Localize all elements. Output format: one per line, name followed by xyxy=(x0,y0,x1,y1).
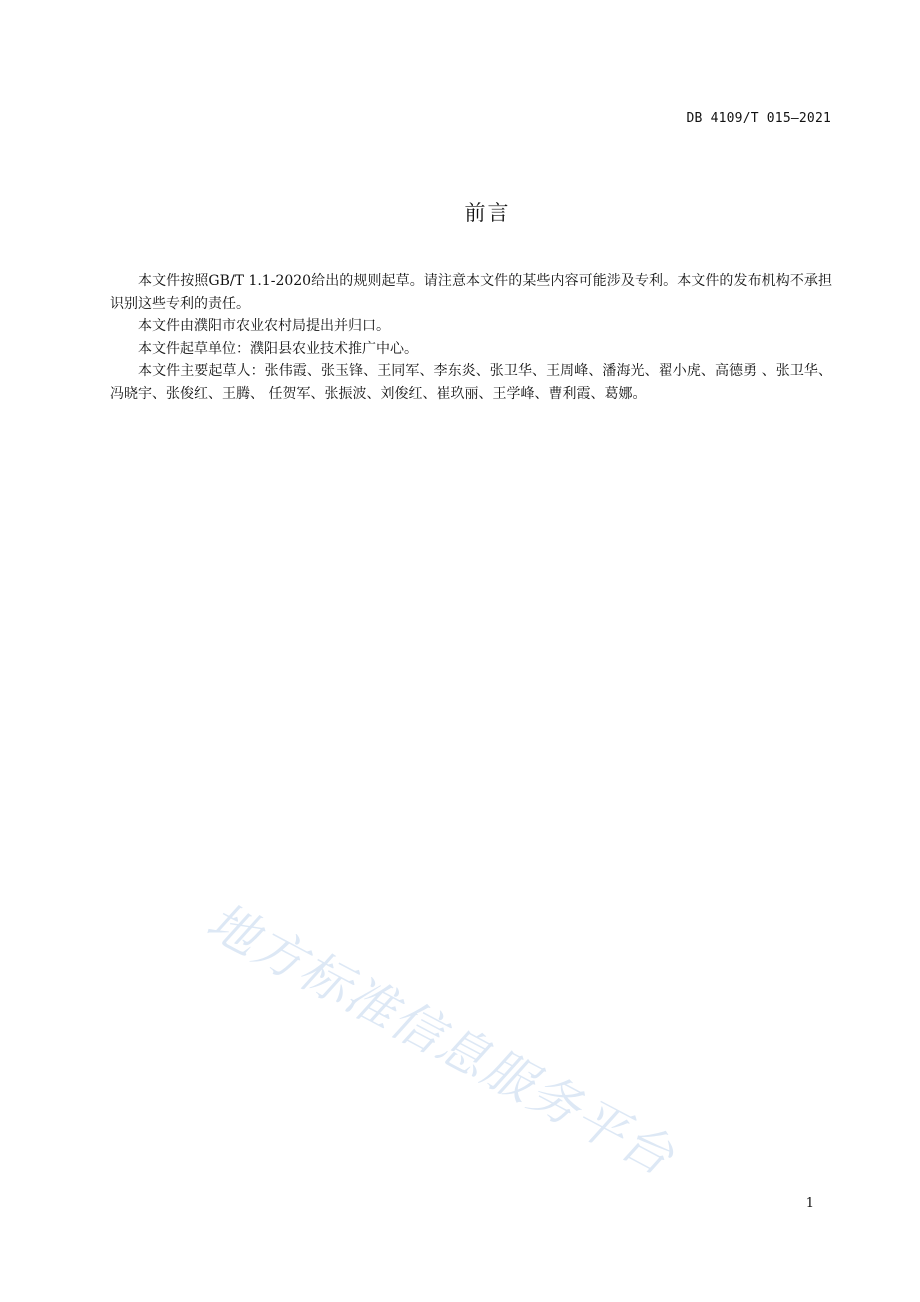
paragraph-proposer: 本文件由濮阳市农业农村局提出并归口。 xyxy=(138,318,390,335)
paragraph-drafters: 本文件主要起草人：张伟霞、张玉锋、王同军、李东炎、张卫华、王周峰、潘海光、翟小虎、高德勇 、张卫华、冯晓宇、张俊红、王腾、 任贺军、张振波、刘俊红、崔玖丽、王学峰、曹利霞、葛娜。 xyxy=(110,363,832,402)
paragraph-drafting-rules: 本文件按照GB/T 1.1-2020给出的规则起草。请注意本文件的某些内容可能涉及专利。本文件的发布机构不承担识别这些专利的责任。 xyxy=(110,273,832,312)
standard-code: DB 4109/T 015—2021 xyxy=(686,111,831,126)
page-title: 前言 xyxy=(464,201,511,225)
paragraph-drafting-unit: 本文件起草单位：濮阳县农业技术推广中心。 xyxy=(138,340,418,357)
watermark: 地方标准信息服务平台 xyxy=(197,891,684,1188)
body-text xyxy=(110,270,832,406)
page-number: 1 xyxy=(805,1196,814,1211)
